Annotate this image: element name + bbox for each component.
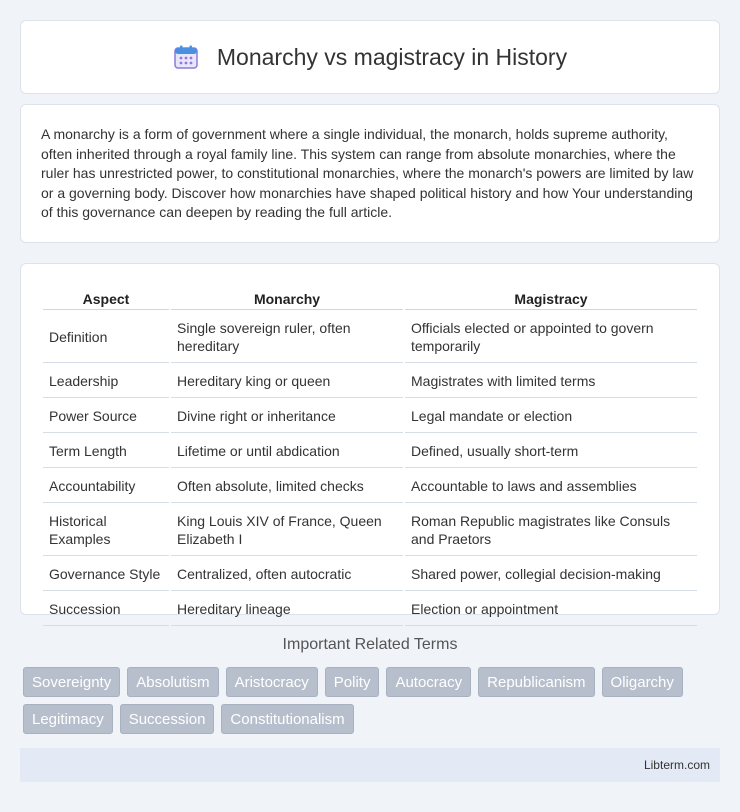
cell-magistracy: Officials elected or appointed to govern temporarily xyxy=(405,312,697,363)
cell-monarchy: Lifetime or until abdication xyxy=(171,435,403,468)
related-term-tag[interactable]: Polity xyxy=(325,667,380,697)
related-terms-title: Important Related Terms xyxy=(282,636,458,653)
table-header-row xyxy=(43,286,697,310)
intro-text: A monarchy is a form of government where a single individual, the monarch, holds supreme authority, often inherited through a royal family line. This system can range from absolute monarchies, where the ruler has unrestricted power, to constitutional monarchies, where the monarch's powers are limited by law or a governing body. Discover how monarchies have shaped political history and how Your understanding of this governance can deepen by reading the full article. xyxy=(41,126,694,221)
cell-magistracy: Election or appointment xyxy=(405,593,697,626)
cell-monarchy: King Louis XIV of France, Queen Elizabeth I xyxy=(171,505,403,556)
cell-aspect: Governance Style xyxy=(43,558,169,591)
related-term-tag[interactable]: Autocracy xyxy=(386,667,471,697)
cell-monarchy: Hereditary king or queen xyxy=(171,365,403,398)
footer-site[interactable]: Libterm.com xyxy=(643,758,710,772)
table-row xyxy=(43,470,697,503)
related-term-tag[interactable]: Constitutionalism xyxy=(221,704,353,734)
related-term-tag[interactable]: Absolutism xyxy=(127,667,218,697)
related-term-tag[interactable]: Legitimacy xyxy=(23,704,113,734)
intro-card xyxy=(20,104,720,243)
comparison-table xyxy=(41,284,699,628)
footer xyxy=(20,748,720,782)
cell-monarchy: Centralized, often autocratic xyxy=(171,558,403,591)
header-monarchy: Monarchy xyxy=(171,286,403,310)
cell-monarchy: Divine right or inheritance xyxy=(171,400,403,433)
cell-magistracy: Defined, usually short-term xyxy=(405,435,697,468)
cell-magistracy: Roman Republic magistrates like Consuls and Praetors xyxy=(405,505,697,556)
cell-magistracy: Legal mandate or election xyxy=(405,400,697,433)
cell-monarchy: Often absolute, limited checks xyxy=(171,470,403,503)
table-body xyxy=(43,312,697,626)
cell-aspect: Accountability xyxy=(43,470,169,503)
cell-monarchy: Single sovereign ruler, often hereditary xyxy=(171,312,403,363)
header-magistracy: Magistracy xyxy=(405,286,697,310)
related-term-tag[interactable]: Aristocracy xyxy=(226,667,318,697)
table-row xyxy=(43,505,697,556)
table-row xyxy=(43,435,697,468)
header-card xyxy=(20,20,720,94)
related-term-tag[interactable]: Republicanism xyxy=(478,667,594,697)
header-aspect: Aspect xyxy=(43,286,169,310)
cell-aspect: Historical Examples xyxy=(43,505,169,556)
cell-aspect: Leadership xyxy=(43,365,169,398)
cell-magistracy: Magistrates with limited terms xyxy=(405,365,697,398)
table-row xyxy=(43,593,697,626)
table-row xyxy=(43,312,697,363)
cell-magistracy: Shared power, collegial decision-making xyxy=(405,558,697,591)
related-term-tag[interactable]: Sovereignty xyxy=(23,667,120,697)
page-title: Monarchy vs magistracy in History xyxy=(216,43,568,70)
cell-aspect: Term Length xyxy=(43,435,169,468)
cell-aspect: Definition xyxy=(43,312,169,363)
cell-aspect: Succession xyxy=(43,593,169,626)
title-wrap xyxy=(173,44,567,71)
related-terms-tags xyxy=(23,667,723,734)
cell-magistracy: Accountable to laws and assemblies xyxy=(405,470,697,503)
comparison-table-card xyxy=(20,263,720,615)
related-term-tag[interactable]: Succession xyxy=(120,704,215,734)
table-row xyxy=(43,365,697,398)
cell-aspect: Power Source xyxy=(43,400,169,433)
related-term-tag[interactable]: Oligarchy xyxy=(602,667,683,697)
table-row xyxy=(43,558,697,591)
calendar-icon xyxy=(173,44,199,70)
cell-monarchy: Hereditary lineage xyxy=(171,593,403,626)
table-row xyxy=(43,400,697,433)
